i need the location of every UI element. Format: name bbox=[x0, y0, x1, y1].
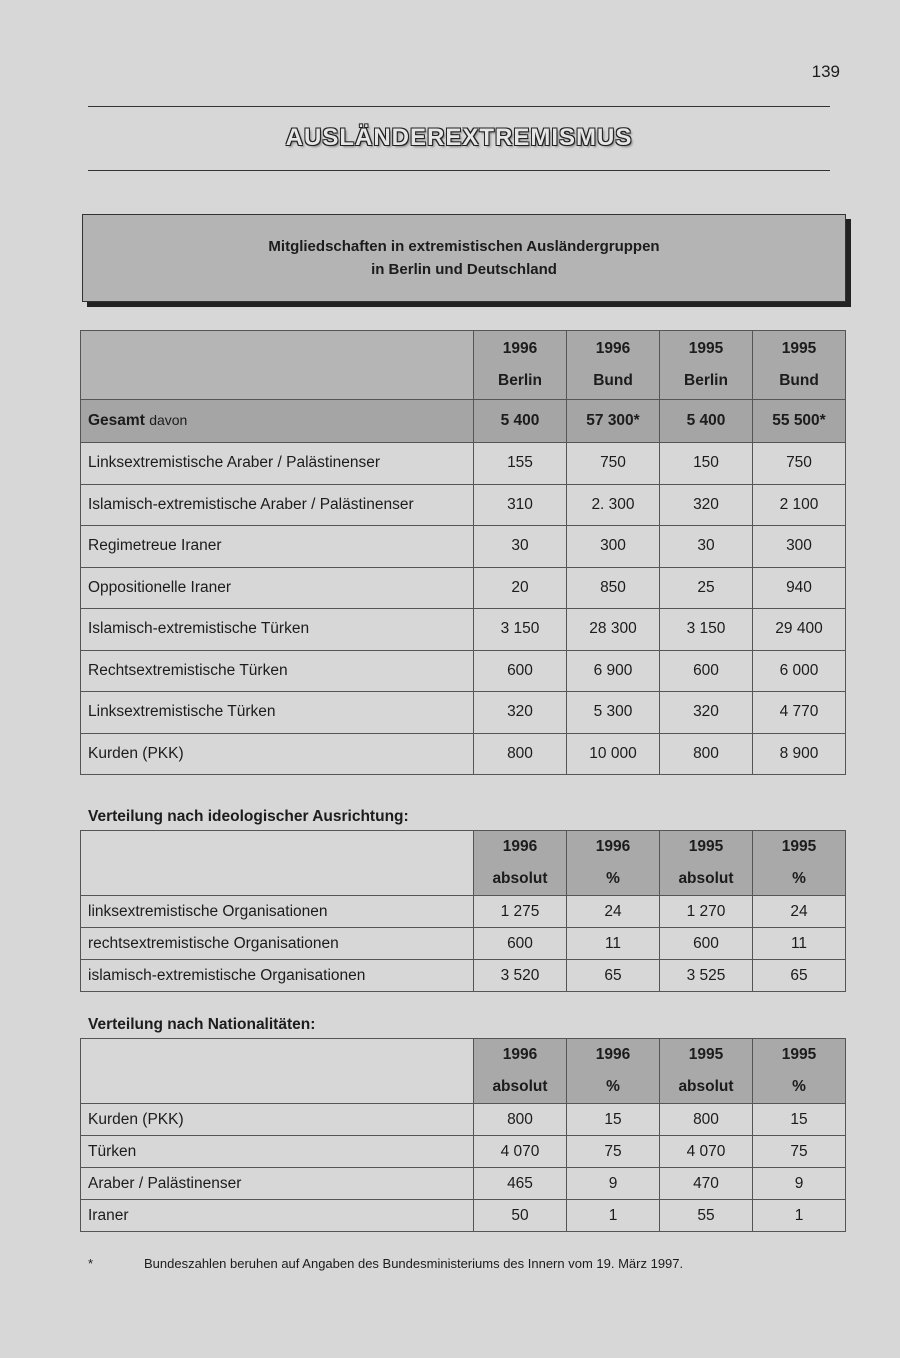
cell-value: 940 bbox=[753, 567, 846, 609]
row-label: Oppositionelle Iraner bbox=[81, 567, 474, 609]
cell-value: 30 bbox=[474, 526, 567, 568]
table-row bbox=[81, 609, 846, 651]
table-row bbox=[81, 896, 846, 928]
table-banner bbox=[82, 214, 846, 302]
cell-value: 75 bbox=[567, 1136, 660, 1168]
cell-value: 6 000 bbox=[753, 650, 846, 692]
cell-value: 24 bbox=[567, 896, 660, 928]
cell-value: 6 900 bbox=[567, 650, 660, 692]
cell-value: 750 bbox=[567, 443, 660, 485]
nationality-section-heading: Verteilung nach Nationalitäten: bbox=[88, 1016, 316, 1033]
cell-value: 10 000 bbox=[567, 733, 660, 775]
column-header: 1995 Berlin bbox=[660, 331, 753, 400]
table-row bbox=[81, 1136, 846, 1168]
footnote-text: Bundeszahlen beruhen auf Angaben des Bundesministeriums des Innern vom 19. März 1997. bbox=[144, 1256, 684, 1271]
footnote bbox=[88, 1256, 683, 1271]
row-label: Islamisch-extremistische Türken bbox=[81, 609, 474, 651]
total-value: 55 500* bbox=[753, 400, 846, 443]
cell-value: 1 275 bbox=[474, 896, 567, 928]
table-row bbox=[81, 1200, 846, 1232]
cell-value: 11 bbox=[753, 928, 846, 960]
cell-value: 2. 300 bbox=[567, 484, 660, 526]
cell-value: 150 bbox=[660, 443, 753, 485]
cell-value: 2 100 bbox=[753, 484, 846, 526]
row-label: rechtsextremistische Organisationen bbox=[81, 928, 474, 960]
row-label: linksextremistische Organisationen bbox=[81, 896, 474, 928]
row-label: Araber / Palästinenser bbox=[81, 1168, 474, 1200]
cell-value: 600 bbox=[474, 928, 567, 960]
cell-value: 9 bbox=[567, 1168, 660, 1200]
cell-value: 28 300 bbox=[567, 609, 660, 651]
row-label: Türken bbox=[81, 1136, 474, 1168]
page-number: 139 bbox=[811, 62, 840, 81]
footnote-marker: * bbox=[88, 1256, 94, 1271]
cell-value: 320 bbox=[660, 692, 753, 734]
row-label: Linksextremistische Türken bbox=[81, 692, 474, 734]
header-blank-cell bbox=[81, 831, 474, 896]
cell-value: 25 bbox=[660, 567, 753, 609]
chapter-title: AUSLÄNDEREXTREMISMUS bbox=[285, 124, 633, 151]
cell-value: 5 300 bbox=[567, 692, 660, 734]
table-row bbox=[81, 567, 846, 609]
cell-value: 11 bbox=[567, 928, 660, 960]
cell-value: 3 525 bbox=[660, 960, 753, 992]
column-header: 1995 Bund bbox=[753, 331, 846, 400]
cell-value: 800 bbox=[660, 1104, 753, 1136]
cell-value: 300 bbox=[567, 526, 660, 568]
cell-value: 600 bbox=[660, 650, 753, 692]
cell-value: 600 bbox=[474, 650, 567, 692]
table-row bbox=[81, 484, 846, 526]
total-value: 5 400 bbox=[474, 400, 567, 443]
nationality-table bbox=[80, 1038, 846, 1232]
cell-value: 310 bbox=[474, 484, 567, 526]
row-label: Iraner bbox=[81, 1200, 474, 1232]
cell-value: 24 bbox=[753, 896, 846, 928]
cell-value: 3 150 bbox=[474, 609, 567, 651]
top-rule bbox=[88, 106, 830, 107]
table-header-row bbox=[81, 331, 846, 400]
cell-value: 65 bbox=[753, 960, 846, 992]
cell-value: 29 400 bbox=[753, 609, 846, 651]
row-label: Linksextremistische Araber / Palästinenser bbox=[81, 443, 474, 485]
row-label: Kurden (PKK) bbox=[81, 733, 474, 775]
column-header: 1995 % bbox=[753, 1039, 846, 1104]
cell-value: 8 900 bbox=[753, 733, 846, 775]
membership-table bbox=[80, 330, 846, 775]
column-header: 1996 absolut bbox=[474, 831, 567, 896]
cell-value: 30 bbox=[660, 526, 753, 568]
cell-value: 15 bbox=[753, 1104, 846, 1136]
column-header: 1995 % bbox=[753, 831, 846, 896]
cell-value: 320 bbox=[474, 692, 567, 734]
cell-value: 320 bbox=[660, 484, 753, 526]
table-row bbox=[81, 928, 846, 960]
cell-value: 1 bbox=[753, 1200, 846, 1232]
cell-value: 55 bbox=[660, 1200, 753, 1232]
column-header: 1995 absolut bbox=[660, 1039, 753, 1104]
column-header: 1995 absolut bbox=[660, 831, 753, 896]
cell-value: 800 bbox=[474, 733, 567, 775]
row-label: Regimetreue Iraner bbox=[81, 526, 474, 568]
table-row bbox=[81, 1104, 846, 1136]
row-label: Kurden (PKK) bbox=[81, 1104, 474, 1136]
cell-value: 15 bbox=[567, 1104, 660, 1136]
total-value: 5 400 bbox=[660, 400, 753, 443]
row-label: islamisch-extremistische Organisationen bbox=[81, 960, 474, 992]
column-header: 1996 Berlin bbox=[474, 331, 567, 400]
cell-value: 75 bbox=[753, 1136, 846, 1168]
cell-value: 4 070 bbox=[660, 1136, 753, 1168]
cell-value: 800 bbox=[474, 1104, 567, 1136]
cell-value: 4 070 bbox=[474, 1136, 567, 1168]
cell-value: 3 150 bbox=[660, 609, 753, 651]
table-row bbox=[81, 960, 846, 992]
ideology-section-heading: Verteilung nach ideologischer Ausrichtung: bbox=[88, 808, 409, 825]
cell-value: 3 520 bbox=[474, 960, 567, 992]
table-row bbox=[81, 443, 846, 485]
table-header-row bbox=[81, 1039, 846, 1104]
row-label: Islamisch-extremistische Araber / Palästinenser bbox=[81, 484, 474, 526]
cell-value: 1 bbox=[567, 1200, 660, 1232]
cell-value: 750 bbox=[753, 443, 846, 485]
header-blank-cell bbox=[81, 331, 474, 400]
table-row bbox=[81, 692, 846, 734]
cell-value: 300 bbox=[753, 526, 846, 568]
cell-value: 800 bbox=[660, 733, 753, 775]
total-label: Gesamt davon bbox=[81, 400, 474, 443]
table-row bbox=[81, 526, 846, 568]
bottom-rule bbox=[88, 170, 830, 171]
cell-value: 65 bbox=[567, 960, 660, 992]
column-header: 1996 absolut bbox=[474, 1039, 567, 1104]
cell-value: 20 bbox=[474, 567, 567, 609]
banner-line-1: Mitgliedschaften in extremistischen Ausländergruppen bbox=[268, 238, 660, 255]
cell-value: 155 bbox=[474, 443, 567, 485]
ideology-table bbox=[80, 830, 846, 992]
table-row bbox=[81, 650, 846, 692]
table-header-row bbox=[81, 831, 846, 896]
cell-value: 50 bbox=[474, 1200, 567, 1232]
table-row bbox=[81, 733, 846, 775]
total-row bbox=[81, 400, 846, 443]
row-label: Rechtsextremistische Türken bbox=[81, 650, 474, 692]
cell-value: 850 bbox=[567, 567, 660, 609]
cell-value: 4 770 bbox=[753, 692, 846, 734]
cell-value: 600 bbox=[660, 928, 753, 960]
total-value: 57 300* bbox=[567, 400, 660, 443]
cell-value: 1 270 bbox=[660, 896, 753, 928]
banner-line-2: in Berlin und Deutschland bbox=[371, 261, 557, 278]
column-header: 1996 % bbox=[567, 1039, 660, 1104]
cell-value: 465 bbox=[474, 1168, 567, 1200]
cell-value: 470 bbox=[660, 1168, 753, 1200]
table-row bbox=[81, 1168, 846, 1200]
column-header: 1996 Bund bbox=[567, 331, 660, 400]
cell-value: 9 bbox=[753, 1168, 846, 1200]
header-blank-cell bbox=[81, 1039, 474, 1104]
column-header: 1996 % bbox=[567, 831, 660, 896]
